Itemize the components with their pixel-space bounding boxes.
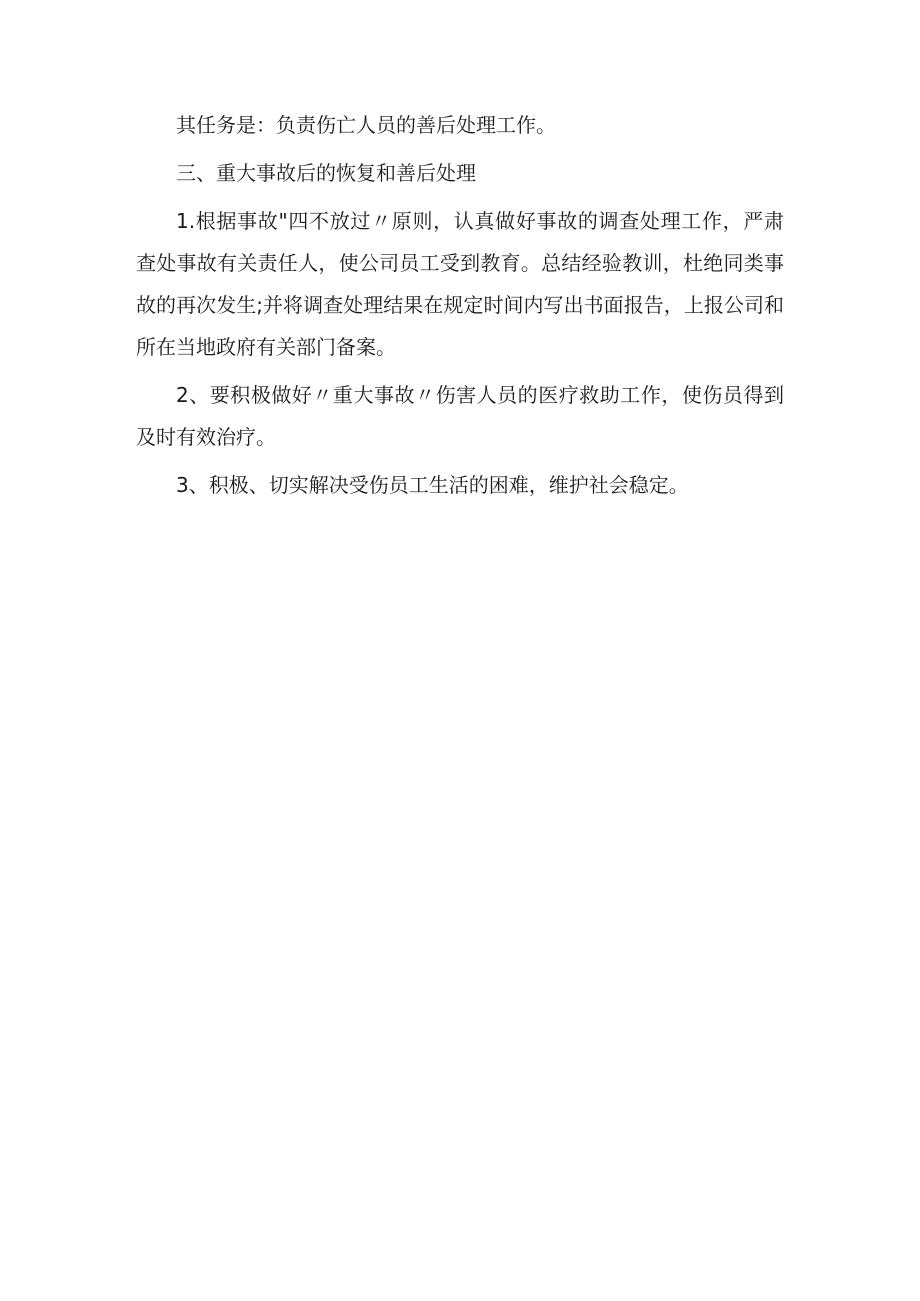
document-body [136,104,784,506]
paragraph-task: 其任务是：负责伤亡人员的善后处理工作。 [176,113,556,137]
paragraph-item-3: 3、积极、切实解决受伤员工生活的困难，维护社会稳定。 [176,473,689,497]
paragraph-item-2: 2、要积极做好〃重大事故〃伤害人员的医疗救助工作，使伤员得到及时有效治疗。 [136,383,784,449]
paragraph-item-1: 1.根据事故"四不放过〃原则，认真做好事故的调查处理工作，严肃查处事故有关责任人，使公司员工受到教育。总结经验教训，杜绝同类事故的再次发生;并将调查处理结果在规定时间内写出书面报告，上报公司和所在当地政府有关部门备案。 [136,209,784,359]
section-heading-recovery: 三、重大事故后的恢复和善后处理 [176,161,476,185]
